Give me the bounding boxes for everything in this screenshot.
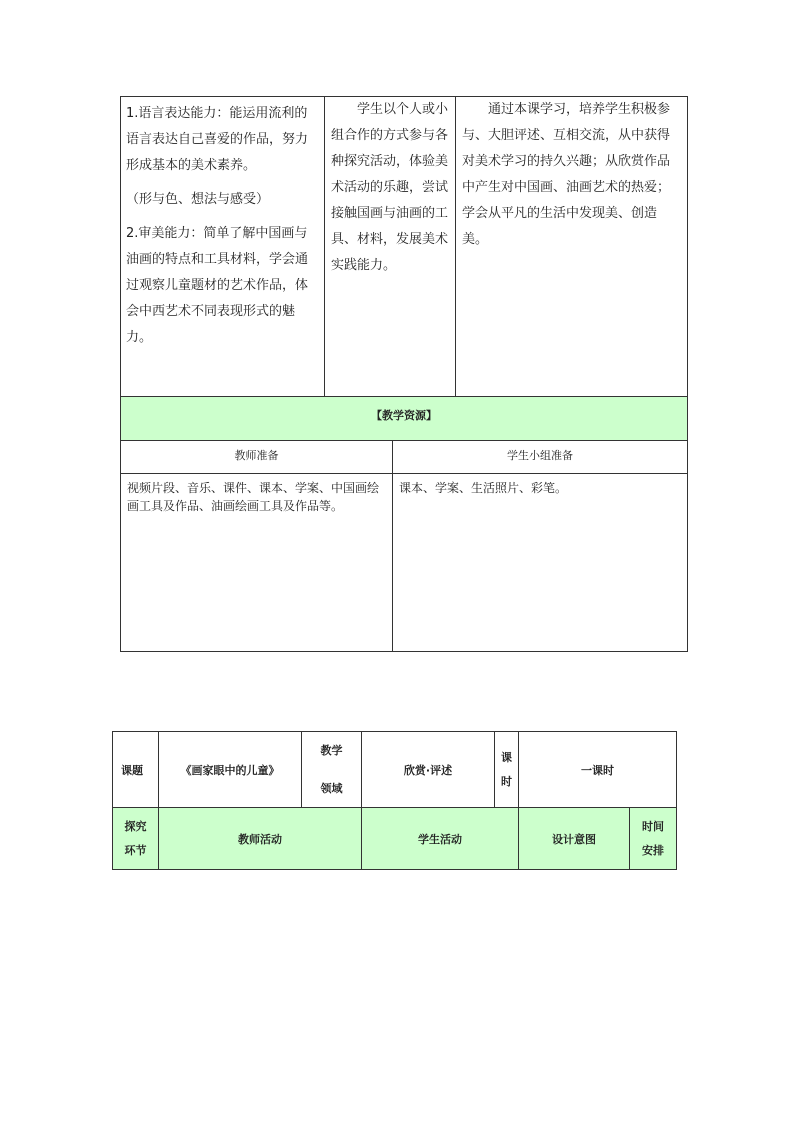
domain-label-line2: 领域 <box>320 781 343 795</box>
teacher-prep-label: 教师准备 <box>121 441 393 474</box>
activity-header-row <box>113 808 677 870</box>
topic-value: 《画家眼中的儿童》 <box>159 732 302 808</box>
lesson-info-table <box>112 731 677 870</box>
domain-label-line1: 教学 <box>320 743 343 757</box>
ability-objectives-cell <box>121 97 325 397</box>
stage-label-line1: 探究 <box>124 819 147 833</box>
resources-content-row <box>121 474 688 652</box>
ability-category-note: （形与色、想法与感受） <box>126 192 270 207</box>
period-value: 一课时 <box>519 732 677 808</box>
emotion-objectives-cell <box>456 97 688 397</box>
student-prep-items: 课本、学案、生活照片、彩笔。 <box>393 474 688 652</box>
process-objectives-cell <box>325 97 456 397</box>
period-label <box>495 732 519 808</box>
time-label <box>630 808 677 870</box>
resources-header-row <box>121 397 688 441</box>
process-objectives-text: 学生以个人或小组合作的方式参与各种探究活动，体验美术活动的乐趣，尝试接触国画与油画的工具、材料，发展美术实践能力。 <box>331 102 449 273</box>
domain-value: 欣赏·评述 <box>362 732 495 808</box>
teacher-prep-items: 视频片段、音乐、课件、课本、学案、中国画绘画工具及作品、油画绘画工具及作品等。 <box>121 474 393 652</box>
teacher-activity-header: 教师活动 <box>159 808 362 870</box>
stage-label-line2: 环节 <box>124 843 147 857</box>
student-prep-label: 学生小组准备 <box>393 441 688 474</box>
domain-label <box>302 732 362 808</box>
student-activity-header: 学生活动 <box>362 808 519 870</box>
time-label-line1: 时间 <box>642 819 664 833</box>
period-label-line1: 课 <box>501 750 512 764</box>
lesson-info-row <box>113 732 677 808</box>
time-label-line2: 安排 <box>642 843 664 857</box>
period-label-line2: 时 <box>501 774 512 788</box>
objectives-resources-table <box>120 96 688 652</box>
design-intent-header: 设计意图 <box>519 808 630 870</box>
language-ability-text: 1.语言表达能力：能运用流利的语言表达自己喜爱的作品，努力形成基本的美术素养。 <box>126 106 309 173</box>
resources-subheader-row <box>121 441 688 474</box>
aesthetic-ability-text: 2.审美能力：简单了解中国画与油画的特点和工具材料，学会通过观察儿童题材的艺术作品，体会中西艺术不同表现形式的魅力。 <box>126 226 309 345</box>
stage-label <box>113 808 159 870</box>
emotion-objectives-text: 通过本课学习，培养学生积极参与、大胆评述、互相交流，从中获得对美术学习的持久兴趣；从欣赏作品中产生对中国画、油画艺术的热爱；学会从平凡的生活中发现美、创造美。 <box>462 102 671 247</box>
objectives-row <box>121 97 688 397</box>
topic-label: 课题 <box>113 732 159 808</box>
resources-header: 【教学资源】 <box>121 397 688 441</box>
